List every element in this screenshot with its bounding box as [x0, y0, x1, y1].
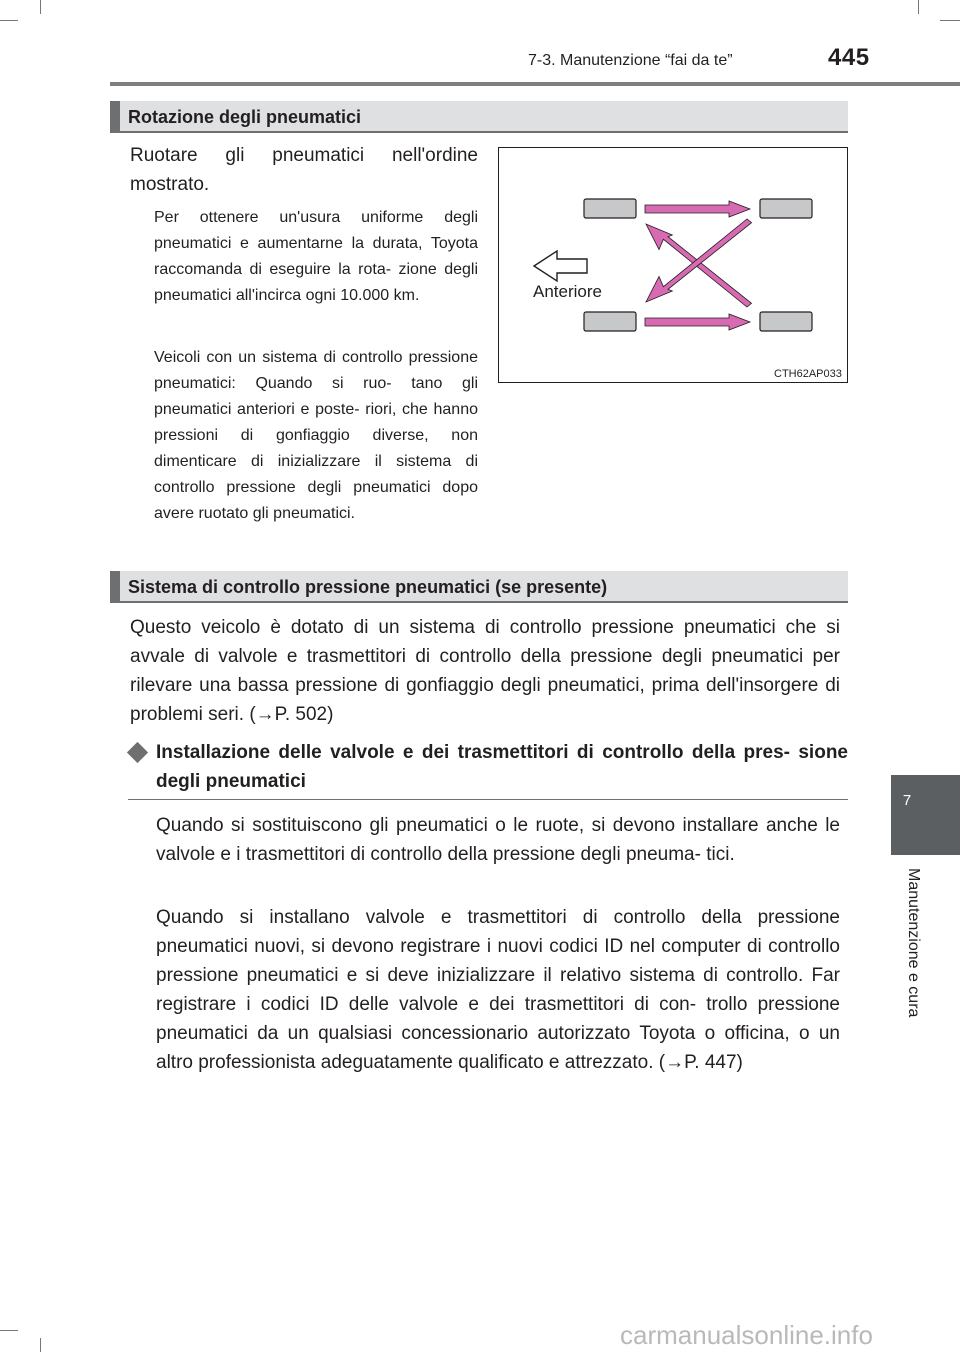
tire-front-right	[760, 199, 812, 218]
section-heading-tpms	[110, 571, 848, 603]
header-section: 7-3. Manutenzione “fai da te”	[528, 52, 733, 69]
watermark: carmanualsonline.info	[620, 1320, 873, 1350]
page-number: 445	[828, 44, 870, 71]
diagram-front-label: Anteriore	[533, 282, 602, 301]
tire-front-left	[584, 199, 636, 218]
chapter-tab	[891, 775, 960, 855]
rotation-note-wear: Per ottenere un'usura uniforme degli pneumatici e aumentarne la durata, Toyota raccomanda di eseguire la rota- zione degli pneumatici all'incirca ogni 10.000 km.	[154, 209, 478, 304]
arrow-front-straight	[645, 201, 750, 217]
crop-mark	[0, 20, 18, 21]
subheading-rule	[128, 799, 848, 800]
crop-mark	[40, 1338, 41, 1352]
section-heading-rotation	[110, 101, 848, 133]
chapter-title: Manutenzione e cura	[905, 868, 922, 1018]
section-marker	[110, 571, 120, 601]
valve-para-1: Quando si sostituiscono gli pneumatici o le ruote, si devono installare anche le valvole e i trasmettitori di controllo della pressione degli pneuma- tici.	[156, 815, 840, 865]
diamond-bullet-icon	[127, 742, 148, 763]
section-title: Rotazione degli pneumatici	[128, 107, 362, 127]
front-direction-arrow-icon	[534, 251, 587, 281]
tpms-intro: Questo veicolo è dotato di un sistema di controllo pressione pneumatici che si avvale di valvole e trasmettitori di controllo della pressione degli pneumatici per rilevare una bassa pressione di gonfiaggio degli pneumatici, prima dell'insorgere di problemi seri. (→P. 502)	[130, 617, 840, 725]
tire-rear-left	[584, 312, 636, 331]
section-title: Sistema di controllo pressione pneumatici (se presente)	[128, 577, 608, 597]
diagram-code: CTH62AP033	[774, 368, 842, 380]
crop-mark	[0, 1330, 18, 1331]
tire-rear-right	[760, 312, 812, 331]
crop-mark	[918, 0, 919, 14]
crop-mark	[940, 20, 960, 21]
rotation-note-tpms: Veicoli con un sistema di controllo pressione pneumatici: Quando si ruo- tano gli pneumatici anteriori e poste- riori, che hanno pressioni di gonfiaggio diverse, non dimenticare di inizializzare il sistema di controllo pressione degli pneumatici dopo avere ruotato gli pneumatici.	[154, 349, 478, 522]
rotation-diagram-svg	[499, 148, 847, 382]
valve-para-2: Quando si installano valvole e trasmettitori di controllo della pressione pneumatici nuovi, si devono registrare i nuovi codici ID nel computer di controllo pressione pneumatici e si deve inizializzare il relativo sistema di controllo. Far registrare i codici ID delle valvole e dei trasmettitori di con- trollo pressione pneumatici da un qualsiasi concessionario autorizzato Toyota o officina, o un altro professionista adeguatamente qualificato e attrezzato. (→P. 447)	[156, 907, 840, 1073]
header-rule	[110, 82, 960, 86]
section-marker	[110, 101, 120, 131]
subheading-valve-installation: Installazione delle valvole e dei trasmettitori di controllo della pres- sione degli pneumatici	[156, 742, 848, 792]
crop-mark	[40, 0, 41, 14]
rotation-intro: Ruotare gli pneumatici nell'ordine mostrato.	[130, 145, 478, 195]
chapter-number: 7	[902, 792, 912, 809]
arrow-rear-straight	[645, 314, 750, 330]
rotation-diagram	[498, 147, 848, 383]
